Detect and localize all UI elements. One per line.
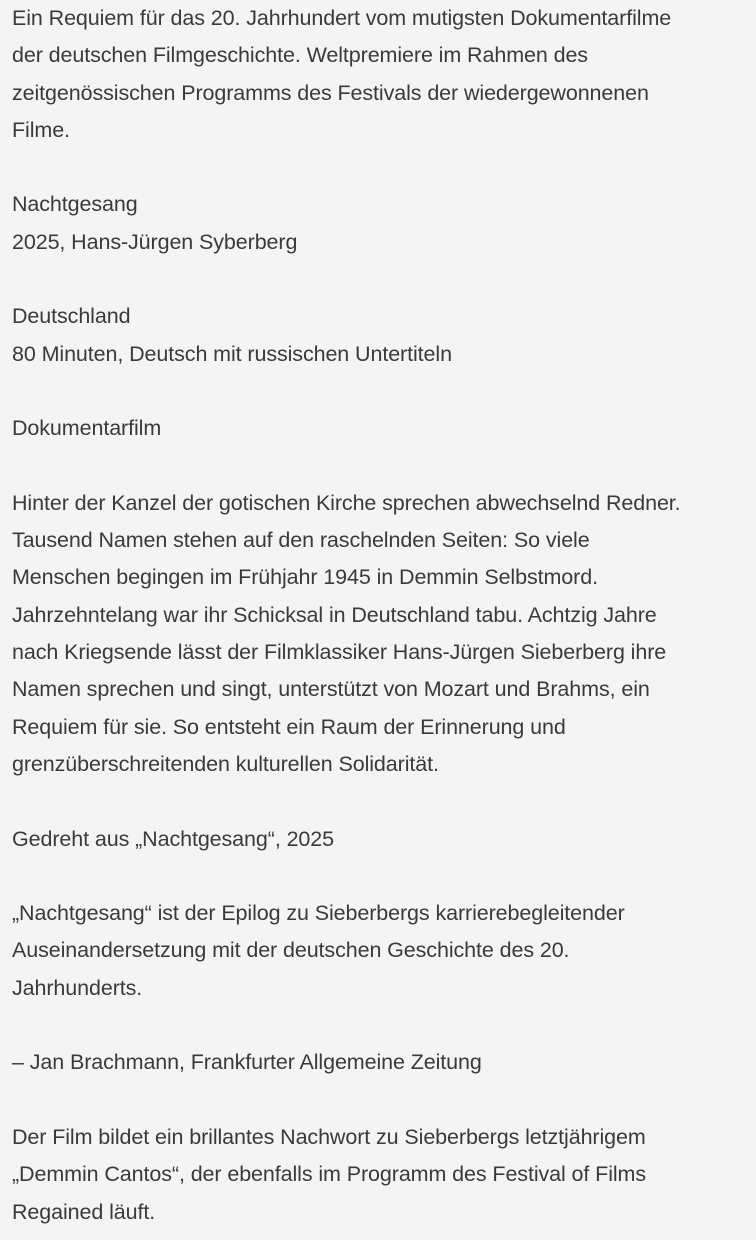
spacer <box>12 783 756 820</box>
intro-line: Filme. <box>12 117 70 142</box>
intro-line: der deutschen Filmgeschichte. Weltpremiere im Rahmen des <box>12 43 588 68</box>
spacer <box>12 448 756 485</box>
spacer <box>12 858 756 895</box>
film-year-director: 2025, Hans-Jürgen Syberberg <box>12 229 298 254</box>
closing-line: Regained läuft. <box>12 1199 156 1224</box>
quote-block <box>12 895 756 1081</box>
film-title: Nachtgesang <box>12 192 138 217</box>
quote-attribution: – Jan Brachmann, Frankfurter Allgemeine Zeitung <box>12 1050 482 1075</box>
intro-line: Ein Requiem für das 20. Jahrhundert vom mutigsten Dokumentarfilme <box>12 6 672 30</box>
intro-paragraph <box>12 0 756 149</box>
spacer <box>12 1007 756 1044</box>
spacer <box>12 1082 756 1119</box>
still-caption: Gedreht aus „Nachtgesang“, 2025 <box>12 826 334 851</box>
synopsis-line: Jahrzehntelang war ihr Schicksal in Deutschland tabu. Achtzig Jahre <box>12 602 657 627</box>
closing-paragraph <box>12 1119 756 1231</box>
synopsis-line: Namen sprechen und singt, unterstützt von Mozart und Brahms, ein <box>12 677 650 702</box>
synopsis-line: Hinter der Kanzel der gotischen Kirche sprechen abwechselnd Redner. <box>12 490 681 515</box>
film-runtime-language: 80 Minuten, Deutsch mit russischen Untertiteln <box>12 341 452 366</box>
film-genre: Dokumentarfilm <box>12 416 162 441</box>
intro-line: zeitgenössischen Programms des Festivals der wiedergewonnenen <box>12 80 649 105</box>
quote-line: „Nachtgesang“ ist der Epilog zu Sieberbergs karrierebegleitender <box>12 901 625 926</box>
synopsis-line: grenzüberschreitenden kulturellen Solidarität. <box>12 751 439 776</box>
quote-line: Jahrhunderts. <box>12 975 143 1000</box>
film-info <box>12 186 756 447</box>
synopsis-line: nach Kriegsende lässt der Filmklassiker Hans-Jürgen Sieberberg ihre <box>12 640 667 665</box>
spacer <box>12 149 756 186</box>
synopsis-line: Menschen begingen im Frühjahr 1945 in Demmin Selbstmord. <box>12 565 598 590</box>
spacer <box>12 261 756 298</box>
film-country: Deutschland <box>12 304 131 329</box>
closing-line: „Demmin Cantos“, der ebenfalls im Programm des Festival of Films <box>12 1162 647 1187</box>
synopsis-line: Requiem für sie. So entsteht ein Raum der Erinnerung und <box>12 714 566 739</box>
closing-line: Der Film bildet ein brillantes Nachwort zu Sieberbergs letztjährigem <box>12 1124 646 1149</box>
spacer <box>12 373 756 410</box>
synopsis-line: Tausend Namen stehen auf den raschelnden Seiten: So viele <box>12 528 590 553</box>
quote-line: Auseinandersetzung mit der deutschen Geschichte des 20. <box>12 938 570 963</box>
article-body <box>12 0 756 1231</box>
synopsis-paragraph <box>12 485 756 783</box>
